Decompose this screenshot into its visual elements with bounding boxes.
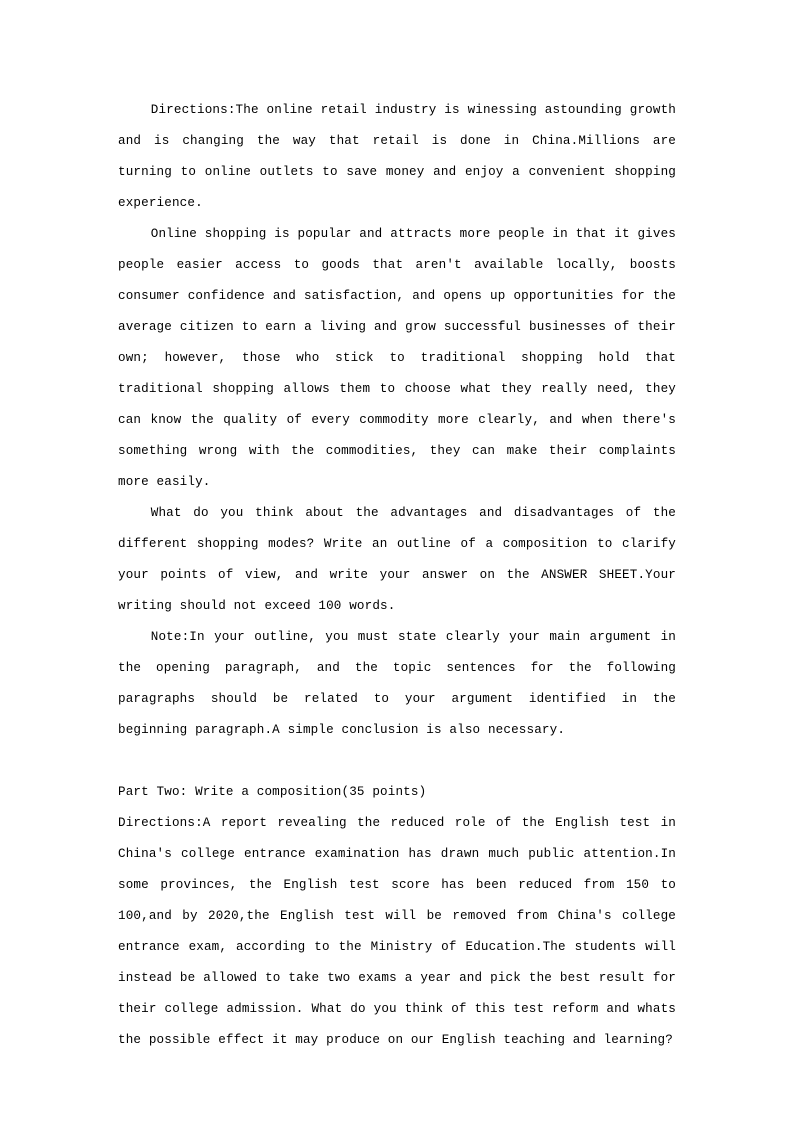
paragraph-part-one-directions: Directions:The online retail industry is winessing astounding growth and is changing the way that retail is done in China.Millions are turning to online outlets to save money and enjoy a convenient shopping experience.: [118, 103, 676, 210]
part-two-directions: Directions:A report revealing the reduced role of the English test in China's college entrance examination has drawn much public attention.In some provinces, the English test score has been reduced from 150 to 100,and by 2020,the English test will be removed from China's college entrance exam, according to the Ministry of Education.The students will instead be allowed to take two exams a year and pick the best result for their college admission. What do you think of this test reform and whats the possible effect it may produce on our English teaching and learning?: [118, 816, 676, 1047]
paragraph-note: Note:In your outline, you must state clearly your main argument in the opening paragraph, and the topic sentences for the following paragraphs should be related to your argument identified in the beginning paragraph.A simple conclusion is also necessary.: [118, 630, 676, 737]
document-body: [118, 95, 676, 1056]
section-spacer: [118, 746, 676, 777]
paragraph-task-prompt: What do you think about the advantages and disadvantages of the different shopping modes? Write an outline of a composition to clarify your points of view, and write your answer on the ANSWER SHEET.Your writing should not exceed 100 words.: [118, 506, 676, 613]
paragraph-online-shopping-body: Online shopping is popular and attracts more people in that it gives people easier access to goods that aren't available locally, boosts consumer confidence and satisfaction, and opens up opportunities for the average citizen to earn a living and grow successful businesses of their own; however, those who stick to traditional shopping hold that traditional shopping allows them to choose what they really need, they can know the quality of every commodity more clearly, and when there's something wrong with the commodities, they can make their complaints more easily.: [118, 227, 676, 489]
part-two-heading: Part Two: Write a composition(35 points): [118, 785, 427, 799]
